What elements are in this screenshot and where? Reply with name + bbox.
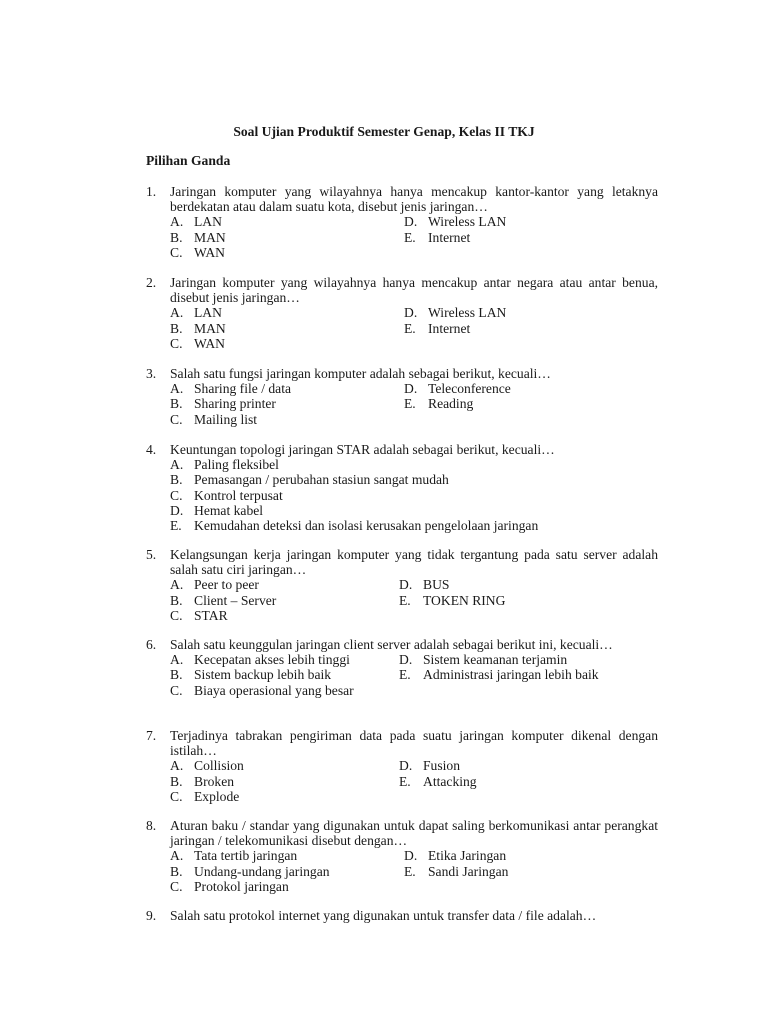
option-e: E. Attacking <box>399 773 477 789</box>
option-b: B. Sistem backup lebih baik <box>170 667 332 683</box>
option-c: C. Explode <box>170 788 240 804</box>
option-e: E. Internet <box>404 229 471 245</box>
option-b: B. Broken <box>170 773 235 789</box>
question-text: Salah satu protokol internet yang digunakan untuk transfer data / file adalah… <box>170 908 597 923</box>
option-a: A. Tata tertib jaringan <box>170 848 298 864</box>
question-7 <box>146 728 658 804</box>
question-text: Terjadinya tabrakan pengiriman data pada suatu jaringan komputer dikenal dengan istilah… <box>170 728 658 759</box>
option-e: E. TOKEN RING <box>399 592 506 608</box>
option-e: E. Administrasi jaringan lebih baik <box>399 667 599 683</box>
option-d: D. BUS <box>399 577 450 593</box>
option-e: E. Internet <box>404 320 471 336</box>
question-number: 7. <box>146 728 157 743</box>
option-a: A. LAN <box>170 214 222 230</box>
question-5 <box>146 547 658 623</box>
question-number: 6. <box>146 637 157 652</box>
option-e: E. Sandi Jaringan <box>404 863 509 879</box>
option-e: E. Reading <box>404 396 474 412</box>
option-b: B. MAN <box>170 320 226 336</box>
option-a: A. LAN <box>170 305 222 321</box>
question-text: Aturan baku / standar yang digunakan untuk dapat saling berkomunikasi antar perangkat jaringan / telekomunikasi disebut dengan… <box>170 818 658 849</box>
option-d: D. Hemat kabel <box>170 502 264 518</box>
option-c: C. WAN <box>170 335 225 351</box>
question-number: 1. <box>146 184 157 199</box>
question-text: Jaringan komputer yang wilayahnya hanya mencakup antar negara atau antar benua, disebut jenis jaringan… <box>170 275 658 306</box>
option-c: C. Mailing list <box>170 411 258 427</box>
question-number: 5. <box>146 547 157 562</box>
option-c: C. Kontrol terpusat <box>170 487 283 503</box>
question-number: 8. <box>146 818 157 833</box>
question-6 <box>146 637 658 698</box>
question-9 <box>146 908 658 923</box>
question-text: Salah satu fungsi jaringan komputer adalah sebagai berikut, kecuali… <box>170 366 551 381</box>
question-text: Jaringan komputer yang wilayahnya hanya mencakup kantor-kantor yang letaknya berdekatan atau dalam suatu kota, disebut jenis jaringan… <box>170 184 658 215</box>
question-number: 4. <box>146 442 157 457</box>
document-title: Soal Ujian Produktif Semester Genap, Kelas II TKJ <box>233 124 535 139</box>
option-b: B. Pemasangan / perubahan stasiun sangat mudah <box>170 472 449 488</box>
option-b: B. Client – Server <box>170 592 277 608</box>
option-c: C. WAN <box>170 244 225 260</box>
question-1 <box>146 184 658 260</box>
question-3 <box>146 366 658 427</box>
question-2 <box>146 275 658 351</box>
option-a: A. Sharing file / data <box>170 381 292 397</box>
question-number: 3. <box>146 366 157 381</box>
option-e: E. Kemudahan deteksi dan isolasi kerusakan pengelolaan jaringan <box>170 518 539 534</box>
option-b: B. MAN <box>170 229 226 245</box>
option-d: D. Teleconference <box>404 381 511 397</box>
option-d: D. Wireless LAN <box>404 214 507 230</box>
option-d: D. Etika Jaringan <box>404 848 507 864</box>
question-8 <box>146 818 658 894</box>
option-b: B. Sharing printer <box>170 396 276 412</box>
option-a: A. Kecepatan akses lebih tinggi <box>170 652 350 668</box>
section-heading: Pilihan Ganda <box>146 153 231 168</box>
question-number: 9. <box>146 908 157 923</box>
option-c: C. Protokol jaringan <box>170 878 289 894</box>
question-text: Kelangsungan kerja jaringan komputer yang tidak tergantung pada satu server adalah salah satu ciri jaringan… <box>170 547 658 578</box>
question-text: Keuntungan topologi jaringan STAR adalah sebagai berikut, kecuali… <box>170 442 555 457</box>
question-text: Salah satu keunggulan jaringan client server adalah sebagai berikut ini, kecuali… <box>170 637 613 652</box>
option-b: B. Undang-undang jaringan <box>170 863 330 879</box>
option-c: C. Biaya operasional yang besar <box>170 682 354 698</box>
question-number: 2. <box>146 275 157 290</box>
question-4 <box>146 442 658 533</box>
option-d: D. Fusion <box>399 758 461 774</box>
option-a: A. Paling fleksibel <box>170 457 279 473</box>
option-a: A. Collision <box>170 758 244 774</box>
option-d: D. Wireless LAN <box>404 305 507 321</box>
option-c: C. STAR <box>170 607 228 623</box>
option-a: A. Peer to peer <box>170 577 259 593</box>
option-d: D. Sistem keamanan terjamin <box>399 652 568 668</box>
